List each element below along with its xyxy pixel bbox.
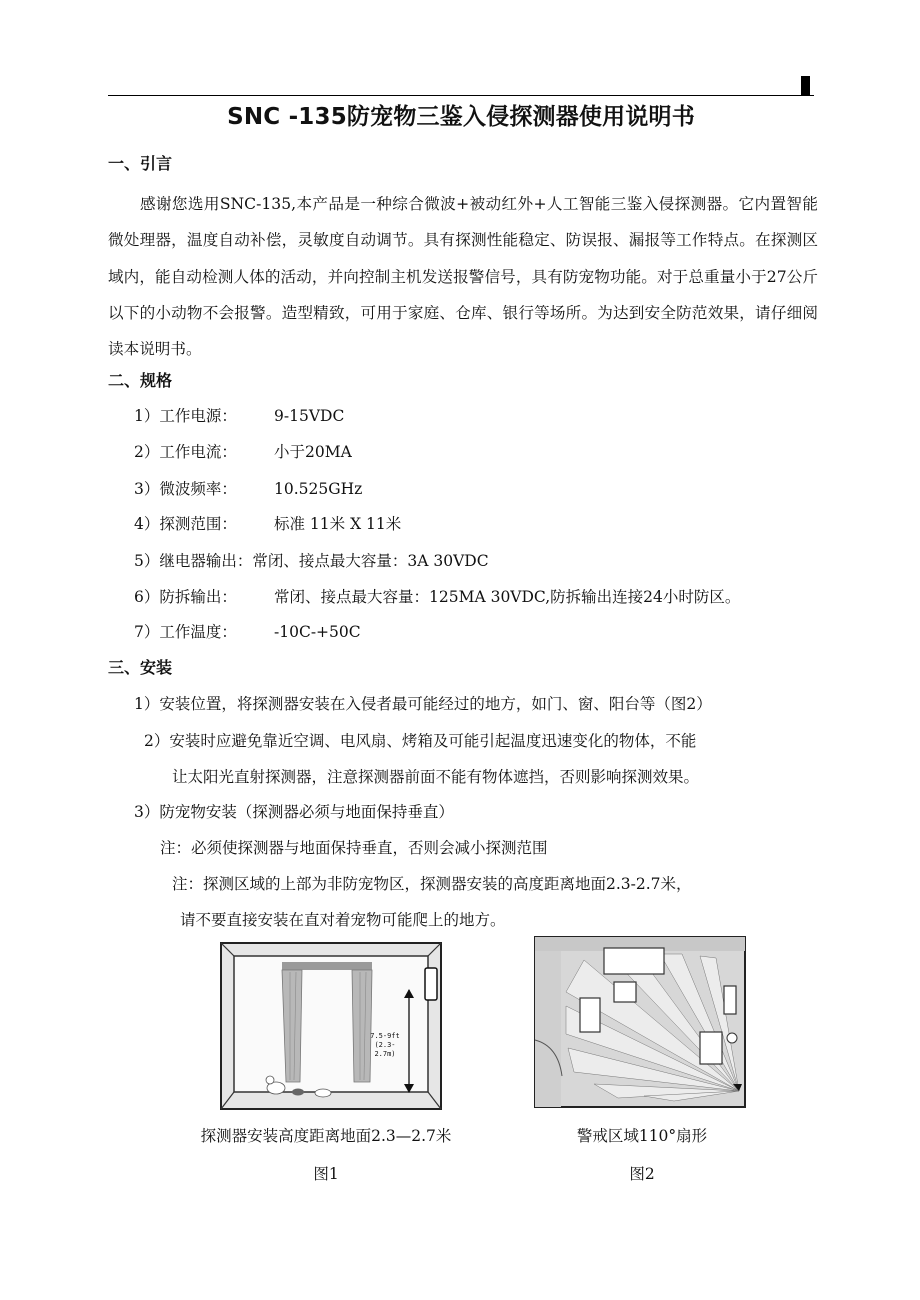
room-illustration — [220, 942, 442, 1110]
install-note-2-line-1: 注：探测区域的上部为非防宠物区，探测器安装的高度距离地面2.3-2.7米， — [172, 875, 692, 893]
figure-1-caption: 探测器安装高度距离地面2.3—2.7米 — [200, 1127, 452, 1145]
install-item-2-line-2: 让太阳光直射探测器，注意探测器前面不能有物体遮挡，否则影响探测效果。 — [172, 768, 700, 786]
spec-label: 4）探测范围： — [134, 515, 237, 533]
pet-small — [292, 1089, 304, 1096]
spec-item — [134, 440, 352, 464]
pet-dog — [315, 1089, 331, 1097]
lamp — [727, 1033, 737, 1043]
left-wall-band — [535, 937, 561, 1107]
section-heading-intro: 一、引言 — [108, 154, 173, 173]
cabinet — [700, 1032, 722, 1064]
curtain-rod — [282, 962, 372, 970]
height-label-m: (2.3-2.7m) — [374, 1041, 396, 1058]
section-heading-install: 三、安装 — [108, 658, 173, 677]
sofa — [604, 948, 664, 974]
spec-item — [134, 620, 361, 644]
install-note-1: 注：必须使探测器与地面保持垂直，否则会减小探测范围 — [160, 839, 548, 857]
spec-value: 标准 11米 X 11米 — [274, 515, 402, 533]
header-rule — [108, 95, 814, 96]
room-back-wall — [234, 956, 428, 1092]
spec-value: 10.525GHz — [274, 480, 363, 498]
install-item-3: 3）防宠物安装（探测器必须与地面保持垂直） — [134, 803, 454, 821]
left-curtain — [282, 970, 302, 1082]
section-heading-specs: 二、规格 — [108, 371, 173, 390]
spec-label: 6）防拆输出： — [134, 588, 237, 606]
spec-label: 3）微波频率： — [134, 480, 237, 498]
figure-2-floorplan-coverage — [534, 936, 746, 1108]
page-marker — [801, 76, 810, 95]
spec-value: 小于20MA — [274, 443, 352, 461]
spec-item — [134, 404, 344, 428]
spec-item — [134, 585, 740, 609]
height-label — [370, 1032, 400, 1059]
spec-label: 5）继电器输出： — [134, 552, 253, 570]
spec-label: 1）工作电源： — [134, 407, 237, 425]
spec-item — [134, 477, 362, 501]
install-item-2-line-1: 2）安装时应避免靠近空调、电风扇、烤箱及可能引起温度迅速变化的物体，不能 — [144, 732, 697, 750]
figure-2-number: 图2 — [629, 1165, 655, 1183]
spec-value: 常闭、接点最大容量：3A 30VDC — [252, 552, 489, 570]
spec-value: 常闭、接点最大容量：125MA 30VDC,防拆输出连接24小时防区。 — [274, 588, 741, 606]
document-title: SNC -135防宠物三鉴入侵探测器使用说明书 — [227, 104, 695, 130]
figure-1-room-height-illustration — [220, 942, 442, 1110]
detector-device — [425, 968, 437, 1000]
figure-1-number: 图1 — [313, 1165, 339, 1183]
side-chair — [580, 998, 600, 1032]
spec-item — [134, 512, 401, 536]
spec-value: 9-15VDC — [274, 407, 345, 425]
right-curtain — [352, 970, 372, 1082]
install-note-2-line-2: 请不要直接安装在直对着宠物可能爬上的地方。 — [180, 911, 506, 929]
height-label-ft: 7.5-9ft — [370, 1032, 400, 1040]
floorplan-illustration — [534, 936, 746, 1108]
spec-item — [134, 549, 489, 573]
intro-paragraph: 感谢您选用SNC-135,本产品是一种综合微波+被动红外+人工智能三鉴入侵探测器。它内置智能微处理器，温度自动补偿，灵敏度自动调节。具有探测性能稳定、防误报、漏报等工作特点。在探测区域内，能自动检测人体的活动，并向控制主机发送报警信号，具有防宠物功能。对于总重量小于27公斤以下的小动物不会报警。造型精致，可用于家庭、仓库、银行等场所。为达到安全防范效果，请仔细阅读本说明书。 — [108, 195, 818, 359]
figure-2-caption: 警戒区域110°扇形 — [576, 1127, 708, 1145]
wall-unit — [724, 986, 736, 1014]
spec-value: -10C-+50C — [274, 623, 361, 641]
install-item-1: 1）安装位置，将探测器安装在入侵者最可能经过的地方，如门、窗、阳台等（图2） — [134, 695, 712, 713]
armchair — [614, 982, 636, 1002]
spec-label: 2）工作电流： — [134, 443, 237, 461]
spec-label: 7）工作温度： — [134, 623, 237, 641]
